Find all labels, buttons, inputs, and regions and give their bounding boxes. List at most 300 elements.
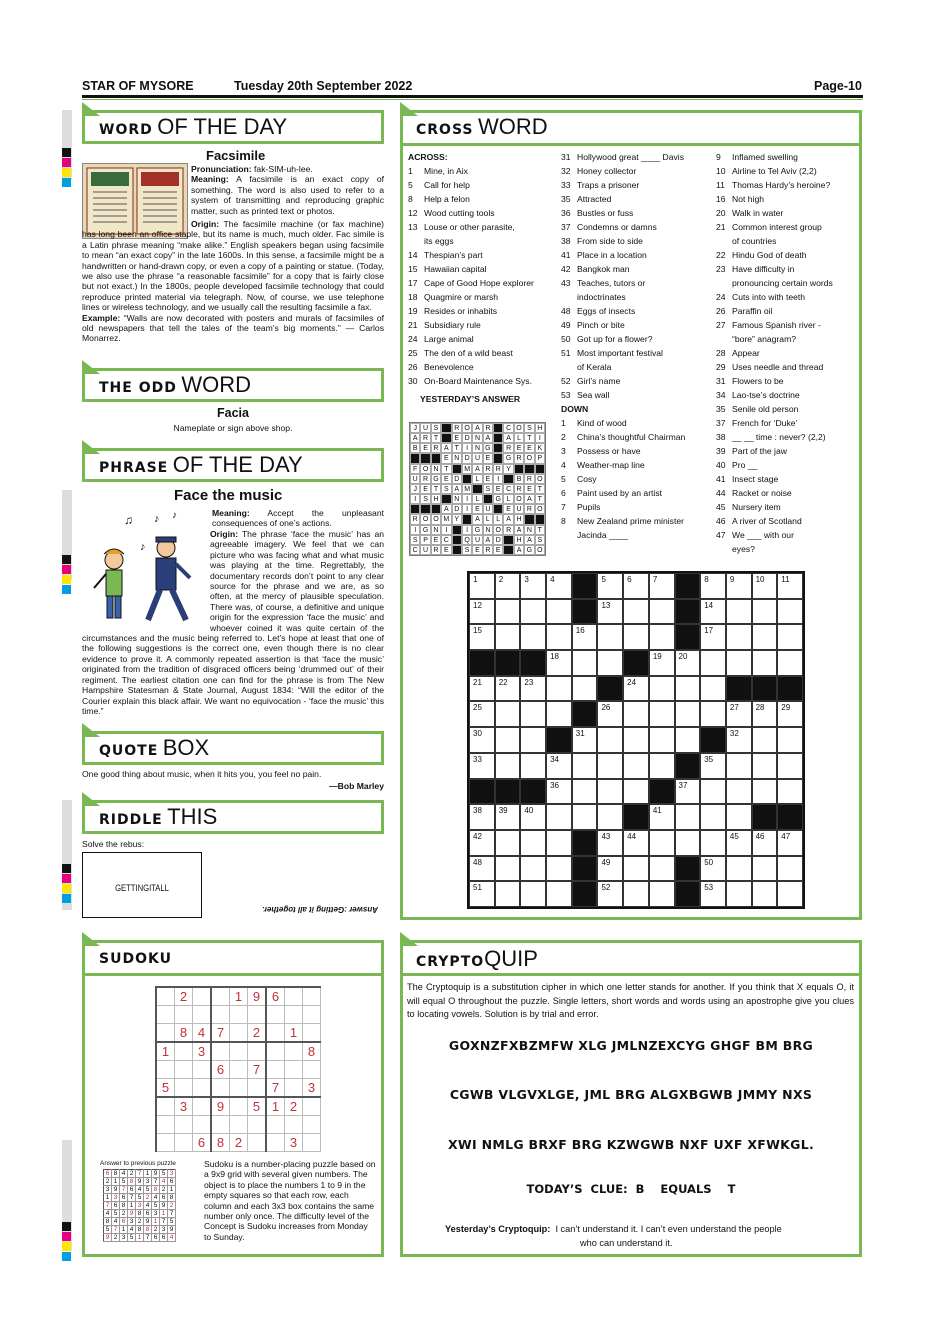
sudoku-cell[interactable] — [193, 1097, 212, 1116]
crossword-cell[interactable] — [649, 650, 675, 676]
yesterday-cell: Y — [503, 464, 513, 474]
sudoku-cell[interactable] — [230, 1061, 248, 1079]
sudoku-cell[interactable] — [266, 1006, 285, 1024]
crossword-cell[interactable] — [752, 650, 778, 676]
crossword-black-cell — [572, 701, 598, 727]
crossword-cell[interactable] — [623, 573, 649, 599]
crossword-cell[interactable] — [726, 727, 752, 753]
crossword-cell[interactable] — [726, 830, 752, 856]
crossword-cell[interactable] — [777, 881, 803, 907]
sudoku-cell[interactable] — [303, 1006, 321, 1024]
crossword-cell[interactable] — [597, 881, 623, 907]
crossword-cell[interactable] — [675, 830, 701, 856]
yesterday-cell — [462, 514, 472, 524]
crossword-cell[interactable] — [495, 599, 521, 625]
clue-number: 47 — [781, 831, 791, 841]
sudoku-cell[interactable] — [230, 1042, 248, 1061]
crossword-cell[interactable] — [675, 650, 701, 676]
sudoku-cell[interactable] — [156, 1134, 175, 1152]
sudoku-cell[interactable] — [266, 1134, 285, 1152]
crossword-cell[interactable] — [623, 676, 649, 702]
sudoku-cell[interactable] — [303, 1024, 321, 1043]
crossword-cell[interactable] — [546, 599, 572, 625]
sudoku-cell[interactable] — [248, 1042, 267, 1061]
yesterday-cell — [483, 494, 493, 504]
crossword-black-cell — [495, 779, 521, 805]
crossword-cell[interactable] — [623, 599, 649, 625]
sudoku-cell: 2 — [175, 987, 193, 1006]
crossword-cell[interactable] — [546, 804, 572, 830]
riddle-prompt: Solve the rebus: — [82, 839, 145, 849]
crossword-cell[interactable] — [520, 676, 546, 702]
yesterday-cell: E — [493, 545, 503, 555]
yesterday-cell: B — [410, 443, 420, 453]
yesterday-cell: U — [472, 535, 482, 545]
crossword-cell[interactable] — [777, 753, 803, 779]
crossword-cell[interactable] — [520, 830, 546, 856]
crossword-cell[interactable] — [469, 881, 495, 907]
yesterday-cell: I — [535, 433, 545, 443]
yesterday-cell: N — [431, 464, 441, 474]
yesterday-cell: A — [514, 545, 524, 555]
sudoku-cell[interactable] — [211, 1042, 230, 1061]
sudoku-cell: 7 — [160, 1218, 168, 1226]
yesterday-cell: G — [472, 525, 482, 535]
sudoku-cell: 2 — [136, 1218, 144, 1226]
crossword-cell[interactable] — [700, 701, 726, 727]
sudoku-cell[interactable] — [285, 1079, 303, 1098]
clue-number: 42 — [473, 831, 482, 841]
crossword-cell[interactable] — [572, 676, 598, 702]
crossword-cell[interactable] — [700, 804, 726, 830]
clue-item: 42 Bangkok man — [561, 264, 630, 274]
crossword-cell[interactable] — [726, 599, 752, 625]
sudoku-cell[interactable] — [156, 1006, 175, 1024]
yesterday-cell: C — [503, 484, 513, 494]
sudoku-cell: 3 — [144, 1178, 152, 1186]
sudoku-cell[interactable] — [156, 1116, 175, 1134]
reg-mark-cyan — [62, 178, 71, 187]
sudoku-cell: 8 — [120, 1202, 128, 1210]
crossword-cell[interactable] — [469, 599, 495, 625]
crossword-cell[interactable] — [752, 856, 778, 882]
sudoku-cell: 6 — [266, 987, 285, 1006]
crossword-cell[interactable] — [726, 650, 752, 676]
crossword-black-cell — [675, 881, 701, 907]
crossword-cell[interactable] — [675, 779, 701, 805]
clue-item: 25 The den of a wild beast — [408, 348, 513, 358]
yesterday-cell — [441, 494, 451, 504]
crossword-cell[interactable] — [597, 573, 623, 599]
crossword-cell[interactable] — [520, 753, 546, 779]
sudoku-cell[interactable] — [285, 1006, 303, 1024]
sudoku-cell[interactable] — [156, 987, 175, 1006]
crossword-cell[interactable] — [726, 881, 752, 907]
crossword-cell[interactable] — [495, 856, 521, 882]
sudoku-cell[interactable] — [230, 1079, 248, 1098]
crossword-cell[interactable] — [495, 701, 521, 727]
clue-item: 29 Uses needle and thread — [716, 362, 824, 372]
sudoku-cell[interactable] — [211, 987, 230, 1006]
sudoku-cell: 2 — [285, 1097, 303, 1116]
reg-mark-black-2 — [62, 555, 71, 564]
crossword-cell[interactable] — [649, 573, 675, 599]
yesterday-cell: D — [462, 433, 472, 443]
clue-item: 41 Insect stage — [716, 474, 779, 484]
sudoku-cell[interactable] — [175, 1134, 193, 1152]
clue-item: 19 Resides or inhabits — [408, 306, 498, 316]
sudoku-cell[interactable] — [175, 1116, 193, 1134]
crossword-cell[interactable] — [520, 573, 546, 599]
crossword-cell[interactable] — [752, 830, 778, 856]
crossword-cell[interactable] — [495, 830, 521, 856]
crossword-cell[interactable] — [726, 856, 752, 882]
crossword-cell[interactable] — [546, 881, 572, 907]
crossword-cell[interactable] — [520, 804, 546, 830]
yesterday-cell: T — [452, 443, 462, 453]
crossword-cell[interactable] — [700, 881, 726, 907]
crossword-cell[interactable] — [572, 624, 598, 650]
crossword-cell[interactable] — [623, 753, 649, 779]
crossword-cell[interactable] — [726, 804, 752, 830]
sudoku-cell[interactable] — [303, 1134, 321, 1152]
sudoku-cell[interactable] — [230, 1024, 248, 1043]
crossword-black-cell — [572, 573, 598, 599]
clue-number: 23 — [524, 677, 534, 687]
crossword-cell[interactable] — [597, 753, 623, 779]
yesterday-cell: N — [431, 525, 441, 535]
crossword-cell[interactable] — [520, 881, 546, 907]
sudoku-cell[interactable] — [230, 1097, 248, 1116]
crossword-cell[interactable] — [752, 624, 778, 650]
yesterday-cell: O — [524, 453, 534, 463]
crossword-cell[interactable] — [752, 599, 778, 625]
crossword-cell[interactable] — [777, 727, 803, 753]
crossword-cell[interactable] — [597, 650, 623, 676]
svg-text:♫: ♫ — [124, 513, 133, 527]
crossword-cell[interactable] — [597, 779, 623, 805]
clue-item: 46 A river of Scotland — [716, 516, 802, 526]
crossword-cell[interactable] — [520, 856, 546, 882]
crossword-cell[interactable] — [752, 727, 778, 753]
crossword-cell[interactable] — [546, 676, 572, 702]
sudoku-cell[interactable] — [156, 1061, 175, 1079]
sudoku-cell[interactable] — [230, 1006, 248, 1024]
clue-item: 21 Common interest group — [716, 222, 822, 232]
yesterday-cell: A — [524, 494, 534, 504]
clue-item: 31 Flowers to be — [716, 376, 784, 386]
yesterday-cell: L — [472, 474, 482, 484]
crossword-cell[interactable] — [700, 676, 726, 702]
clue-item: 31 Hollywood great ____ Davis — [561, 152, 685, 162]
yesterday-cell: O — [462, 423, 472, 433]
yesterday-cell: U — [410, 474, 420, 484]
crossword-cell[interactable] — [469, 804, 495, 830]
yesterday-cell: E — [441, 453, 451, 463]
crossword-cell[interactable] — [546, 856, 572, 882]
crossword-cell[interactable] — [495, 881, 521, 907]
sudoku-cell: 6 — [168, 1178, 176, 1186]
sudoku-cell: 6 — [120, 1194, 128, 1202]
crossword-cell[interactable] — [597, 599, 623, 625]
crossword-black-cell — [597, 676, 623, 702]
sudoku-cell[interactable] — [266, 1024, 285, 1043]
crossword-cell[interactable] — [597, 804, 623, 830]
sudoku-cell: 7 — [211, 1024, 230, 1043]
riddle-answer-upside-down: Answer :Getting it all together. — [262, 905, 379, 914]
crossword-cell[interactable] — [777, 650, 803, 676]
crossword-cell[interactable] — [777, 573, 803, 599]
yesterday-cell: P — [420, 535, 430, 545]
crossword-black-cell — [777, 804, 803, 830]
clue-number: 37 — [678, 780, 688, 790]
crossword-cell[interactable] — [572, 753, 598, 779]
sudoku-cell[interactable] — [248, 1006, 267, 1024]
yesterday-cell: N — [472, 433, 482, 443]
sudoku-cell[interactable] — [211, 1006, 230, 1024]
clue-number: 45 — [729, 831, 739, 841]
crossword-cell[interactable] — [700, 753, 726, 779]
sudoku-cell[interactable] — [285, 1061, 303, 1079]
crossword-cell[interactable] — [546, 830, 572, 856]
yesterday-cell — [535, 464, 545, 474]
crossword-cell[interactable] — [726, 701, 752, 727]
yesterday-cell: R — [503, 443, 513, 453]
yesterday-cell — [431, 453, 441, 463]
crossword-cell[interactable] — [495, 676, 521, 702]
sudoku-cell[interactable] — [175, 1079, 193, 1098]
crossword-cell[interactable] — [700, 650, 726, 676]
crossword-cell[interactable] — [649, 676, 675, 702]
yesterday-cell: S — [441, 484, 451, 494]
sudoku-cell[interactable] — [285, 987, 303, 1006]
crossword-cell[interactable] — [777, 830, 803, 856]
crossword-cell[interactable] — [572, 650, 598, 676]
rebus-text: GETTINGITALL — [115, 883, 169, 893]
sudoku-cell[interactable] — [193, 1006, 212, 1024]
crossword-cell[interactable] — [520, 701, 546, 727]
yesterday-cell: R — [420, 474, 430, 484]
crossword-cell[interactable] — [700, 573, 726, 599]
crossword-cell[interactable] — [777, 701, 803, 727]
yesterday-cell: S — [420, 494, 430, 504]
crossword-cell[interactable] — [520, 624, 546, 650]
yesterday-cell: I — [493, 474, 503, 484]
sudoku-cell[interactable] — [193, 1079, 212, 1098]
crossword-cell[interactable] — [469, 573, 495, 599]
crossword-cell[interactable] — [777, 779, 803, 805]
rebus-box — [82, 852, 202, 918]
sudoku-cell[interactable] — [303, 1097, 321, 1116]
crossword-cell[interactable] — [469, 701, 495, 727]
crossword-cell[interactable] — [649, 753, 675, 779]
clue-number: 41 — [652, 806, 662, 816]
crossword-cell[interactable] — [469, 753, 495, 779]
crossword-cell[interactable] — [546, 573, 572, 599]
crossword-cell[interactable] — [777, 624, 803, 650]
sudoku-cell[interactable] — [175, 1006, 193, 1024]
sudoku-cell[interactable] — [211, 1116, 230, 1134]
sudoku-cell: 2 — [104, 1178, 112, 1186]
crossword-cell[interactable] — [623, 624, 649, 650]
crossword-cell[interactable] — [752, 779, 778, 805]
sudoku-cell[interactable] — [248, 1079, 267, 1098]
clue-number: 18 — [550, 652, 559, 662]
sudoku-cell[interactable] — [303, 987, 321, 1006]
crossword-black-cell — [572, 881, 598, 907]
crossword-cell[interactable] — [726, 624, 752, 650]
crossword-cell[interactable] — [623, 856, 649, 882]
sudoku-cell[interactable] — [230, 1116, 248, 1134]
yesterday-cell — [503, 474, 513, 484]
crossword-cell[interactable] — [623, 881, 649, 907]
sudoku-cell[interactable] — [285, 1042, 303, 1061]
sudoku-cell[interactable] — [303, 1116, 321, 1134]
crossword-black-cell — [623, 804, 649, 830]
clue-item: 32 Honey collector — [561, 166, 637, 176]
sudoku-cell[interactable] — [156, 1097, 175, 1116]
crossword-cell[interactable] — [649, 830, 675, 856]
sudoku-cell: 3 — [112, 1194, 120, 1202]
crossword-cell[interactable] — [649, 881, 675, 907]
sudoku-cell[interactable] — [285, 1116, 303, 1134]
crossword-cell[interactable] — [469, 856, 495, 882]
issue-date: Tuesday 20th September 2022 — [234, 79, 413, 93]
yesterday-cell: M — [441, 514, 451, 524]
crossword-cell[interactable] — [777, 599, 803, 625]
crossword-cell[interactable] — [675, 727, 701, 753]
sudoku-cell[interactable] — [266, 1116, 285, 1134]
crossword-cell[interactable] — [495, 753, 521, 779]
crossword-cell[interactable] — [520, 727, 546, 753]
sudoku-cell[interactable] — [175, 1061, 193, 1079]
clue-number: 11 — [781, 575, 790, 584]
crossword-cell[interactable] — [649, 856, 675, 882]
crossword-cell[interactable] — [546, 753, 572, 779]
yesterday-cell: R — [514, 453, 524, 463]
sudoku-cell[interactable] — [266, 1042, 285, 1061]
crossword-cell[interactable] — [623, 779, 649, 805]
clue-number: 28 — [755, 703, 765, 713]
yesterday-cell: M — [462, 464, 472, 474]
clue-number: 1 — [473, 575, 478, 584]
crossword-cell[interactable] — [469, 830, 495, 856]
crossword-cell[interactable] — [649, 599, 675, 625]
yesterday-cell: I — [462, 443, 472, 453]
crossword-cell[interactable] — [623, 830, 649, 856]
across-clues-col1 — [408, 150, 558, 406]
crossword-cell[interactable] — [597, 856, 623, 882]
yesterday-cell: U — [420, 423, 430, 433]
sudoku-cell[interactable] — [193, 987, 212, 1006]
clue-item: 36 Bustles or fuss — [561, 208, 634, 218]
yesterday-cell: E — [420, 484, 430, 494]
crossword-cell[interactable] — [649, 727, 675, 753]
yesterday-cell: A — [452, 484, 462, 494]
crossword-cell[interactable] — [700, 856, 726, 882]
crossword-cell[interactable] — [623, 727, 649, 753]
crossword-cell[interactable] — [546, 624, 572, 650]
clue-item: 14 Thespian’s part — [408, 250, 483, 260]
crossword-black-cell — [700, 727, 726, 753]
clue-item: 3 Possess or have — [561, 446, 641, 456]
crossword-cell[interactable] — [649, 701, 675, 727]
crossword-cell[interactable] — [597, 624, 623, 650]
sudoku-cell[interactable] — [303, 1061, 321, 1079]
crossword-cell[interactable] — [675, 701, 701, 727]
crossword-cell[interactable] — [700, 779, 726, 805]
crossword-cell[interactable] — [469, 727, 495, 753]
yesterday-cell: E — [503, 504, 513, 514]
crossword-cell[interactable] — [726, 779, 752, 805]
clue-number: 21 — [473, 677, 482, 687]
crossword-black-cell — [726, 676, 752, 702]
crossword-cell[interactable] — [726, 753, 752, 779]
crossword-cell[interactable] — [675, 804, 701, 830]
sudoku-cell[interactable] — [193, 1116, 212, 1134]
crossword-cell[interactable] — [597, 727, 623, 753]
crossword-cell[interactable] — [469, 676, 495, 702]
crossword-cell[interactable] — [597, 830, 623, 856]
crossword-cell[interactable] — [572, 727, 598, 753]
sudoku-cell[interactable] — [156, 1024, 175, 1043]
sudoku-cell: 6 — [211, 1061, 230, 1079]
crossword-cell[interactable] — [495, 624, 521, 650]
clue-item: 48 Eggs of insects — [561, 306, 636, 316]
sudoku-cell[interactable] — [211, 1079, 230, 1098]
yesterday-cell — [472, 484, 482, 494]
crossword-cell[interactable] — [700, 624, 726, 650]
crossword-cell[interactable] — [675, 676, 701, 702]
clue-item: 23 Have difficulty in — [716, 264, 795, 274]
sudoku-cell[interactable] — [193, 1061, 212, 1079]
crossword-cell[interactable] — [752, 881, 778, 907]
sudoku-cell[interactable] — [266, 1061, 285, 1079]
sudoku-cell: 6 — [144, 1210, 152, 1218]
yesterday-cell: R — [514, 484, 524, 494]
crossword-cell[interactable] — [572, 804, 598, 830]
crossword-cell[interactable] — [546, 779, 572, 805]
crossword-cell[interactable] — [623, 701, 649, 727]
crossword-cell[interactable] — [597, 701, 623, 727]
crossword-cell[interactable] — [495, 804, 521, 830]
crossword-cell[interactable] — [700, 830, 726, 856]
crossword-cell[interactable] — [546, 701, 572, 727]
crossword-cell[interactable] — [572, 779, 598, 805]
sudoku-cell[interactable] — [248, 1134, 267, 1152]
crossword-cell[interactable] — [726, 573, 752, 599]
crossword-cell[interactable] — [752, 753, 778, 779]
crossword-cell[interactable] — [495, 727, 521, 753]
cryptoquip-line-1: GOXNZFXBZMFW XLG JMLNZEXCYG GHGF BM BRG — [448, 1038, 814, 1053]
crossword-cell[interactable] — [649, 624, 675, 650]
sudoku-cell[interactable] — [248, 1116, 267, 1134]
crossword-cell[interactable] — [546, 650, 572, 676]
crossword-cell[interactable] — [752, 573, 778, 599]
yesterday-cell — [452, 525, 462, 535]
yesterday-cell: G — [503, 453, 513, 463]
crossword-cell[interactable] — [777, 856, 803, 882]
crossword-cell[interactable] — [700, 599, 726, 625]
clue-number: 20 — [678, 652, 688, 662]
crossword-cell[interactable] — [752, 701, 778, 727]
crossword-cell[interactable] — [520, 599, 546, 625]
sudoku-cell[interactable] — [175, 1042, 193, 1061]
crossword-cell[interactable] — [649, 804, 675, 830]
sudoku-cell: 7 — [112, 1226, 120, 1234]
crossword-cell[interactable] — [469, 624, 495, 650]
crossword-cell[interactable] — [495, 573, 521, 599]
